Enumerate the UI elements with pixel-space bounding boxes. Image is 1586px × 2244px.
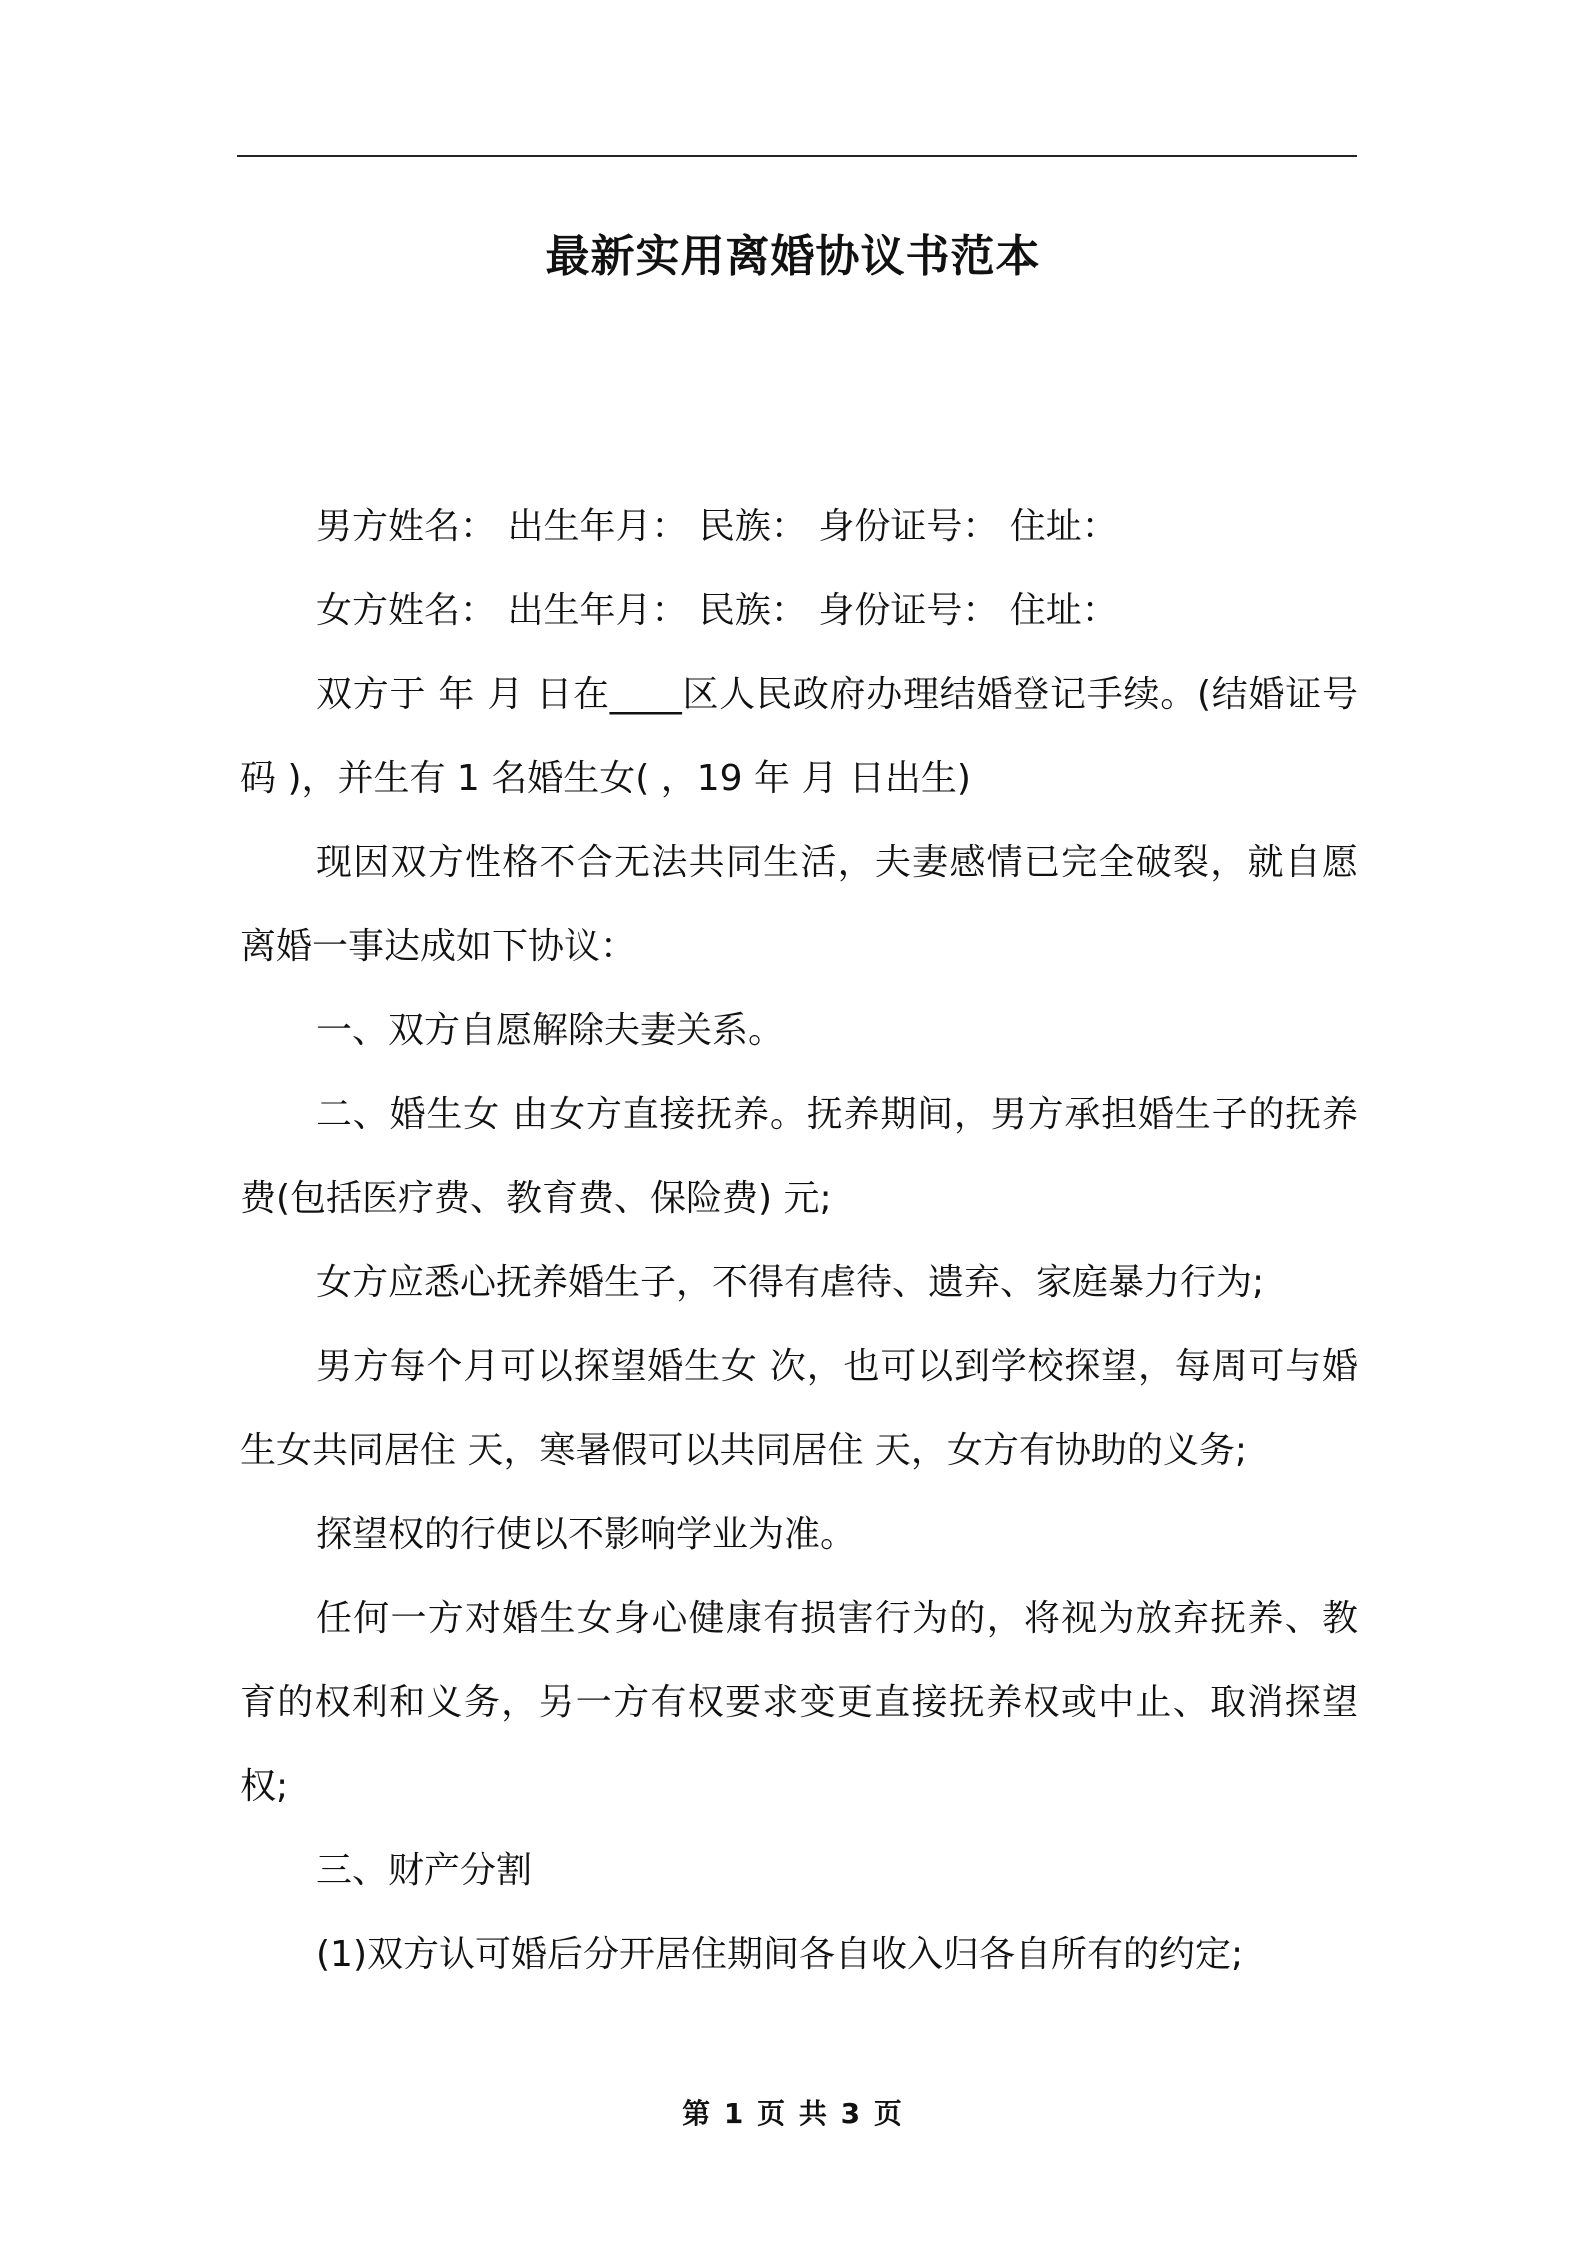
- paragraph-male-info: 男方姓名： 出生年月： 民族： 身份证号： 住址：: [316, 506, 1118, 547]
- paragraph-clause-1: 一、双方自愿解除夫妻关系。: [316, 1010, 785, 1051]
- paragraph-clause-2: 二、婚生女 由女方直接抚养。抚养期间，男方承担婚生子的抚养费(包括医疗费、教育费、保险费) 元;: [240, 1094, 1358, 1219]
- paragraph-care-duty: 女方应悉心抚养婚生子，不得有虐待、遗弃、家庭暴力行为;: [316, 1262, 1265, 1303]
- paragraph-harm-clause: 任何一方对婚生女身心健康有损害行为的，将视为放弃抚养、教育的权利和义务，另一方有权要求变更直接抚养权或中止、取消探望权;: [240, 1598, 1358, 1807]
- paragraph-female-info: 女方姓名： 出生年月： 民族： 身份证号： 住址：: [316, 590, 1118, 631]
- document-title: 最新实用离婚协议书范本: [545, 231, 1041, 282]
- page-footer: 第 1 页 共 3 页: [682, 2097, 904, 2130]
- paragraph-clause-3: 三、财产分割: [316, 1850, 533, 1891]
- paragraph-visitation-limit: 探望权的行使以不影响学业为准。: [316, 1514, 857, 1555]
- header-rule: [237, 155, 1357, 157]
- paragraph-reason: 现因双方性格不合无法共同生活，夫妻感情已完全破裂，就自愿离婚一事达成如下协议：: [240, 842, 1358, 967]
- paragraph-visitation: 男方每个月可以探望婚生女 次，也可以到学校探望，每周可与婚生女共同居住 天，寒暑假可以共同居住 天，女方有协助的义务;: [240, 1346, 1358, 1471]
- document-body: [240, 485, 1358, 1997]
- paragraph-property-1: (1)双方认可婚后分开居住期间各自收入归各自所有的约定;: [316, 1934, 1244, 1975]
- paragraph-marriage-registration: 双方于 年 月 日在____区人民政府办理结婚登记手续。(结婚证号码 )，并生有 1 名婚生女( ，19 年 月 日出生): [240, 674, 1358, 799]
